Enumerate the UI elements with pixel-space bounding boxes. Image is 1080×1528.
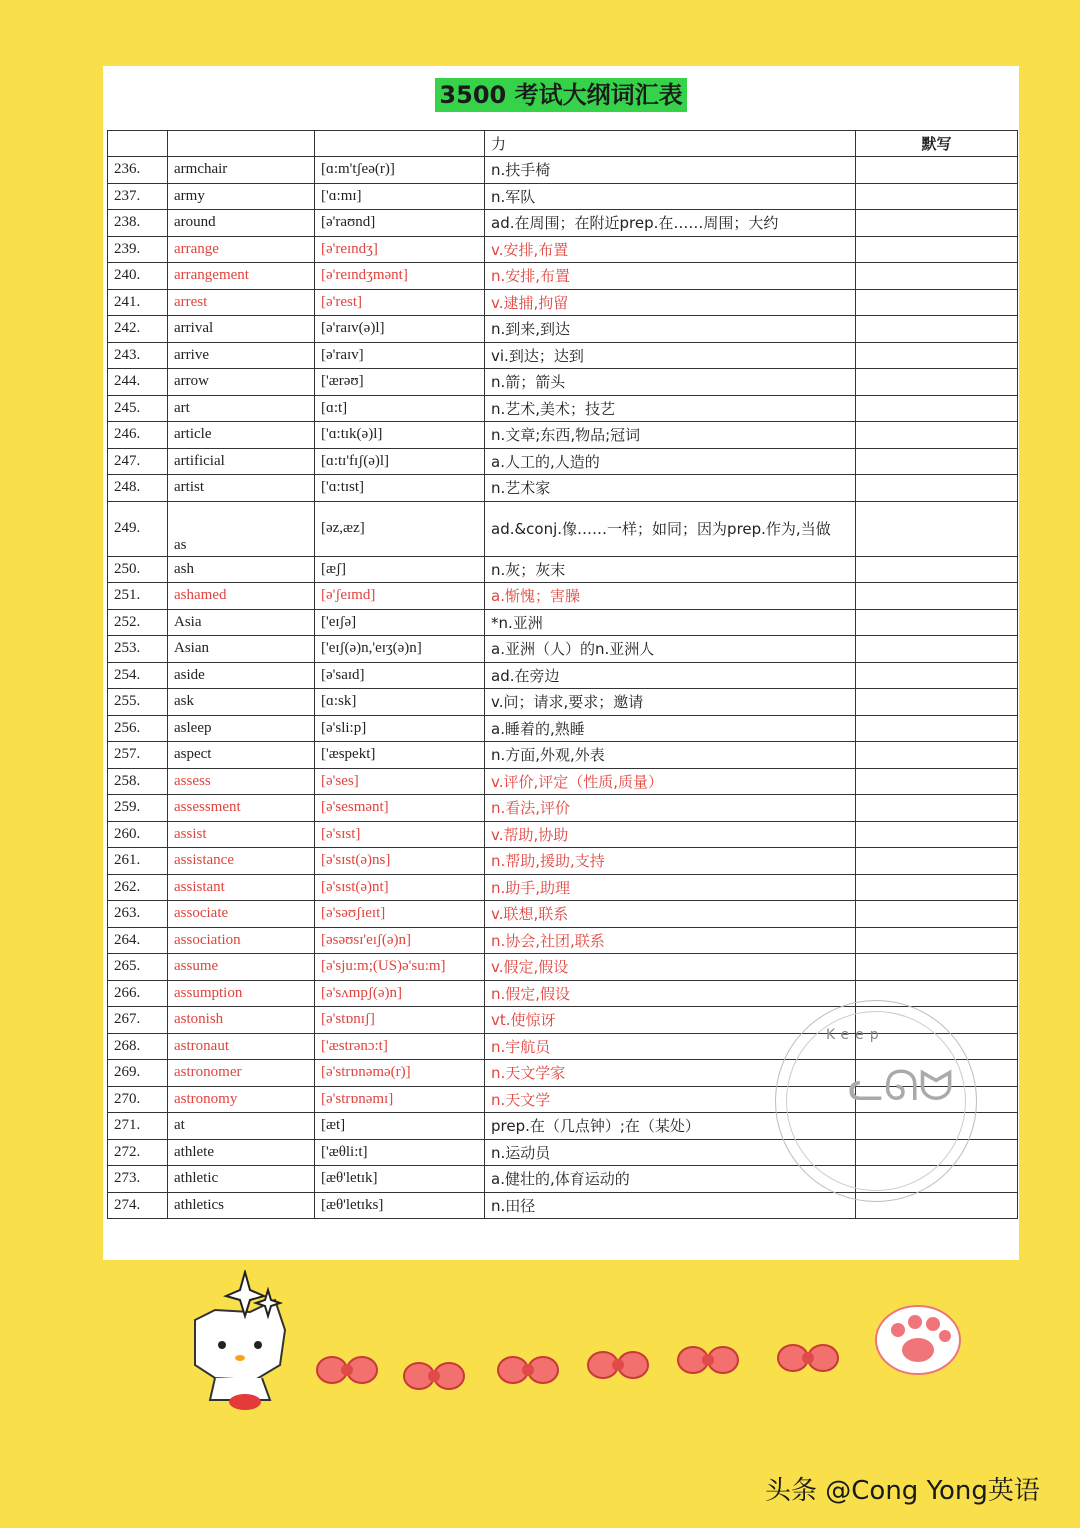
row-number: 239. xyxy=(108,236,168,263)
row-phonetic: [ə'sju:m;(US)ə'su:m] xyxy=(315,954,485,981)
cat-mascot-icon xyxy=(195,1300,285,1410)
header-cell-word xyxy=(168,131,315,157)
row-phonetic: ['eɪʃə] xyxy=(315,609,485,636)
row-phonetic: [ə'rest] xyxy=(315,289,485,316)
row-phonetic: ['eɪʃ(ə)n,'eɪʒ(ə)n] xyxy=(315,636,485,663)
row-word: arrange xyxy=(168,236,315,263)
cat-face-icon: ᓚᘏᗢ xyxy=(848,1064,954,1110)
row-dictation-cell xyxy=(856,210,1018,237)
row-dictation-cell xyxy=(856,422,1018,449)
row-word: around xyxy=(168,210,315,237)
row-meaning: n.田径 xyxy=(485,1192,856,1219)
row-number: 266. xyxy=(108,980,168,1007)
row-dictation-cell xyxy=(856,795,1018,822)
header-cell-num xyxy=(108,131,168,157)
row-dictation-cell xyxy=(856,556,1018,583)
table-row xyxy=(108,768,1018,795)
row-word: assistance xyxy=(168,848,315,875)
row-word: arrive xyxy=(168,342,315,369)
table-row xyxy=(108,263,1018,290)
row-dictation-cell xyxy=(856,874,1018,901)
row-phonetic: [ə'sɪst(ə)nt] xyxy=(315,874,485,901)
table-row xyxy=(108,848,1018,875)
row-word: assist xyxy=(168,821,315,848)
row-meaning: n.到来,到达 xyxy=(485,316,856,343)
row-phonetic: [æθ'letɪk] xyxy=(315,1166,485,1193)
row-word: army xyxy=(168,183,315,210)
table-row xyxy=(108,927,1018,954)
row-dictation-cell xyxy=(856,342,1018,369)
row-meaning: n.天文学家 xyxy=(485,1060,856,1087)
row-meaning: a.人工的,人造的 xyxy=(485,448,856,475)
row-meaning: v.评价,评定（性质,质量） xyxy=(485,768,856,795)
row-word: assume xyxy=(168,954,315,981)
row-number: 267. xyxy=(108,1007,168,1034)
row-phonetic: [ə'stɒnɪʃ] xyxy=(315,1007,485,1034)
row-phonetic: [ə'raʊnd] xyxy=(315,210,485,237)
row-meaning: v.联想,联系 xyxy=(485,901,856,928)
row-phonetic: [ə'strɒnəmɪ] xyxy=(315,1086,485,1113)
row-number: 269. xyxy=(108,1060,168,1087)
row-dictation-cell xyxy=(856,316,1018,343)
row-dictation-cell xyxy=(856,848,1018,875)
row-word: athletics xyxy=(168,1192,315,1219)
row-number: 240. xyxy=(108,263,168,290)
row-dictation-cell xyxy=(856,583,1018,610)
table-row xyxy=(108,821,1018,848)
row-number: 257. xyxy=(108,742,168,769)
row-word: athletic xyxy=(168,1166,315,1193)
row-meaning: a.惭愧；害臊 xyxy=(485,583,856,610)
table-row xyxy=(108,715,1018,742)
table-row xyxy=(108,742,1018,769)
table-row xyxy=(108,395,1018,422)
row-meaning: n.宇航员 xyxy=(485,1033,856,1060)
row-meaning: ad.在旁边 xyxy=(485,662,856,689)
row-phonetic: [ə'sɪst(ə)ns] xyxy=(315,848,485,875)
bow-icon xyxy=(587,1345,649,1385)
row-word: armchair xyxy=(168,157,315,184)
row-number: 242. xyxy=(108,316,168,343)
row-meaning: a.健壮的,体育运动的 xyxy=(485,1166,856,1193)
table-row xyxy=(108,422,1018,449)
row-meaning: n.协会,社团,联系 xyxy=(485,927,856,954)
row-meaning: n.扶手椅 xyxy=(485,157,856,184)
table-row xyxy=(108,689,1018,716)
row-meaning: *n.亚洲 xyxy=(485,609,856,636)
table-row xyxy=(108,636,1018,663)
row-word: article xyxy=(168,422,315,449)
table-row xyxy=(108,501,1018,556)
row-dictation-cell xyxy=(856,742,1018,769)
row-meaning: vi.到达；达到 xyxy=(485,342,856,369)
table-row xyxy=(108,316,1018,343)
row-word: astronomy xyxy=(168,1086,315,1113)
watermark: 头条 @Cong Yong英语 xyxy=(765,1476,1040,1506)
table-row xyxy=(108,342,1018,369)
table-row xyxy=(108,157,1018,184)
row-word: assumption xyxy=(168,980,315,1007)
row-phonetic: [ə'raɪv(ə)l] xyxy=(315,316,485,343)
row-dictation-cell xyxy=(856,157,1018,184)
row-dictation-cell xyxy=(856,395,1018,422)
row-word: aspect xyxy=(168,742,315,769)
row-dictation-cell xyxy=(856,501,1018,556)
table-row xyxy=(108,448,1018,475)
row-number: 241. xyxy=(108,289,168,316)
row-word: associate xyxy=(168,901,315,928)
row-word: assessment xyxy=(168,795,315,822)
stamp-text: Keep xyxy=(826,1027,885,1043)
row-dictation-cell xyxy=(856,236,1018,263)
row-number: 274. xyxy=(108,1192,168,1219)
table-row xyxy=(108,556,1018,583)
row-meaning: n.天文学 xyxy=(485,1086,856,1113)
row-meaning: n.安排,布置 xyxy=(485,263,856,290)
table-row xyxy=(108,236,1018,263)
table-row xyxy=(108,901,1018,928)
row-phonetic: [ɑ:m'tʃeə(r)] xyxy=(315,157,485,184)
row-meaning: n.文章;东西,物品;冠词 xyxy=(485,422,856,449)
row-word: ask xyxy=(168,689,315,716)
row-dictation-cell xyxy=(856,901,1018,928)
row-number: 247. xyxy=(108,448,168,475)
row-meaning: n.艺术,美术；技艺 xyxy=(485,395,856,422)
row-number: 273. xyxy=(108,1166,168,1193)
row-meaning: n.灰；灰末 xyxy=(485,556,856,583)
row-phonetic: [ə'sesmənt] xyxy=(315,795,485,822)
row-number: 238. xyxy=(108,210,168,237)
row-phonetic: [ə'strɒnəmə(r)] xyxy=(315,1060,485,1087)
row-word: astonish xyxy=(168,1007,315,1034)
table-row xyxy=(108,289,1018,316)
row-number: 258. xyxy=(108,768,168,795)
row-phonetic: [ə'sɪst] xyxy=(315,821,485,848)
row-phonetic: ['æθli:t] xyxy=(315,1139,485,1166)
row-number: 248. xyxy=(108,475,168,502)
row-word: Asia xyxy=(168,609,315,636)
bow-icon xyxy=(777,1338,839,1378)
row-dictation-cell xyxy=(856,954,1018,981)
row-number: 260. xyxy=(108,821,168,848)
row-phonetic: ['ɑ:tɪst] xyxy=(315,475,485,502)
row-meaning: n.助手,助理 xyxy=(485,874,856,901)
row-number: 251. xyxy=(108,583,168,610)
row-meaning: v.问；请求,要求；邀请 xyxy=(485,689,856,716)
row-meaning: n.方面,外观,外表 xyxy=(485,742,856,769)
table-row xyxy=(108,609,1018,636)
row-number: 263. xyxy=(108,901,168,928)
row-number: 250. xyxy=(108,556,168,583)
row-number: 253. xyxy=(108,636,168,663)
row-meaning: n.运动员 xyxy=(485,1139,856,1166)
table-row xyxy=(108,795,1018,822)
row-phonetic: [æθ'letɪks] xyxy=(315,1192,485,1219)
row-word: arrangement xyxy=(168,263,315,290)
bow-icon xyxy=(316,1350,378,1390)
row-phonetic: [æʃ] xyxy=(315,556,485,583)
row-word: ash xyxy=(168,556,315,583)
row-phonetic: [ɑ:tɪ'fɪʃ(ə)l] xyxy=(315,448,485,475)
row-phonetic: ['ɑ:mɪ] xyxy=(315,183,485,210)
row-dictation-cell xyxy=(856,289,1018,316)
row-number: 272. xyxy=(108,1139,168,1166)
row-dictation-cell xyxy=(856,821,1018,848)
row-meaning: n.箭；箭头 xyxy=(485,369,856,396)
row-word: association xyxy=(168,927,315,954)
row-meaning: a.睡着的,熟睡 xyxy=(485,715,856,742)
row-meaning: a.亚洲（人）的n.亚洲人 xyxy=(485,636,856,663)
row-word: art xyxy=(168,395,315,422)
table-row xyxy=(108,874,1018,901)
row-phonetic: [ɑ:sk] xyxy=(315,689,485,716)
row-meaning: v.假定,假设 xyxy=(485,954,856,981)
bow-icon xyxy=(403,1356,465,1396)
table-row xyxy=(108,954,1018,981)
row-dictation-cell xyxy=(856,689,1018,716)
row-number: 245. xyxy=(108,395,168,422)
row-number: 256. xyxy=(108,715,168,742)
row-number: 268. xyxy=(108,1033,168,1060)
row-dictation-cell xyxy=(856,475,1018,502)
row-word: as xyxy=(168,501,315,556)
row-phonetic: ['ærəʊ] xyxy=(315,369,485,396)
row-number: 252. xyxy=(108,609,168,636)
row-dictation-cell xyxy=(856,768,1018,795)
row-word: astronaut xyxy=(168,1033,315,1060)
row-phonetic: [ə'saɪd] xyxy=(315,662,485,689)
row-dictation-cell xyxy=(856,369,1018,396)
row-dictation-cell xyxy=(856,263,1018,290)
row-word: assess xyxy=(168,768,315,795)
row-number: 237. xyxy=(108,183,168,210)
row-dictation-cell xyxy=(856,715,1018,742)
row-word: artificial xyxy=(168,448,315,475)
table-row xyxy=(108,662,1018,689)
row-meaning: n.假定,假设 xyxy=(485,980,856,1007)
row-meaning: n.军队 xyxy=(485,183,856,210)
row-phonetic: [ə'raɪv] xyxy=(315,342,485,369)
paw-icon xyxy=(876,1306,960,1374)
row-meaning: n.艺术家 xyxy=(485,475,856,502)
row-phonetic: [əsəʊsɪ'eɪʃ(ə)n] xyxy=(315,927,485,954)
row-phonetic: [ə'reɪndʒ] xyxy=(315,236,485,263)
table-row xyxy=(108,583,1018,610)
row-word: at xyxy=(168,1113,315,1140)
keep-cat-stamp xyxy=(775,1000,977,1202)
table-header-row xyxy=(108,131,1018,157)
row-phonetic: ['æstrənɔ:t] xyxy=(315,1033,485,1060)
row-dictation-cell xyxy=(856,927,1018,954)
table-row xyxy=(108,369,1018,396)
row-meaning: v.安排,布置 xyxy=(485,236,856,263)
row-number: 246. xyxy=(108,422,168,449)
row-meaning: vt.使惊讶 xyxy=(485,1007,856,1034)
bow-icon xyxy=(497,1350,559,1390)
row-dictation-cell xyxy=(856,448,1018,475)
row-word: aside xyxy=(168,662,315,689)
row-dictation-cell xyxy=(856,636,1018,663)
row-dictation-cell xyxy=(856,609,1018,636)
bow-icon xyxy=(677,1340,739,1380)
row-number: 259. xyxy=(108,795,168,822)
row-number: 243. xyxy=(108,342,168,369)
row-word: artist xyxy=(168,475,315,502)
row-word: arrest xyxy=(168,289,315,316)
row-number: 271. xyxy=(108,1113,168,1140)
row-word: Asian xyxy=(168,636,315,663)
row-meaning: v.逮捕,拘留 xyxy=(485,289,856,316)
row-meaning: ad.&conj.像……一样；如同；因为prep.作为,当做 xyxy=(485,501,856,556)
row-word: arrival xyxy=(168,316,315,343)
row-meaning: prep.在（几点钟）;在（某处） xyxy=(485,1113,856,1140)
row-phonetic: [æt] xyxy=(315,1113,485,1140)
row-phonetic: [ə'sʌmpʃ(ə)n] xyxy=(315,980,485,1007)
row-number: 261. xyxy=(108,848,168,875)
row-meaning: n.帮助,援助,支持 xyxy=(485,848,856,875)
row-number: 254. xyxy=(108,662,168,689)
row-word: astronomer xyxy=(168,1060,315,1087)
row-number: 255. xyxy=(108,689,168,716)
row-phonetic: [əz,æz] xyxy=(315,501,485,556)
row-number: 264. xyxy=(108,927,168,954)
row-phonetic: [ə'ʃeɪmd] xyxy=(315,583,485,610)
table-row xyxy=(108,210,1018,237)
row-phonetic: [ə'ses] xyxy=(315,768,485,795)
row-number: 270. xyxy=(108,1086,168,1113)
header-cell-phonetic xyxy=(315,131,485,157)
row-number: 244. xyxy=(108,369,168,396)
row-word: athlete xyxy=(168,1139,315,1166)
row-phonetic: [ə'səʊʃɪeɪt] xyxy=(315,901,485,928)
row-word: ashamed xyxy=(168,583,315,610)
table-row xyxy=(108,475,1018,502)
row-meaning: ad.在周围；在附近prep.在……周围；大约 xyxy=(485,210,856,237)
row-number: 249. xyxy=(108,501,168,556)
row-meaning: n.看法,评价 xyxy=(485,795,856,822)
sheet-title: 3500 考试大纲词汇表 xyxy=(435,78,686,112)
row-number: 262. xyxy=(108,874,168,901)
row-phonetic: [ɑ:t] xyxy=(315,395,485,422)
row-phonetic: ['ɑ:tɪk(ə)l] xyxy=(315,422,485,449)
row-number: 236. xyxy=(108,157,168,184)
row-word: arrow xyxy=(168,369,315,396)
table-row xyxy=(108,183,1018,210)
row-word: asleep xyxy=(168,715,315,742)
row-phonetic: [ə'sli:p] xyxy=(315,715,485,742)
header-cell-dictation: 默写 xyxy=(856,131,1018,157)
row-word: assistant xyxy=(168,874,315,901)
row-phonetic: ['æspekt] xyxy=(315,742,485,769)
row-dictation-cell xyxy=(856,662,1018,689)
row-meaning: v.帮助,协助 xyxy=(485,821,856,848)
row-dictation-cell xyxy=(856,183,1018,210)
row-phonetic: [ə'reɪndʒmənt] xyxy=(315,263,485,290)
row-number: 265. xyxy=(108,954,168,981)
header-cell-meaning: 力 xyxy=(485,131,856,157)
